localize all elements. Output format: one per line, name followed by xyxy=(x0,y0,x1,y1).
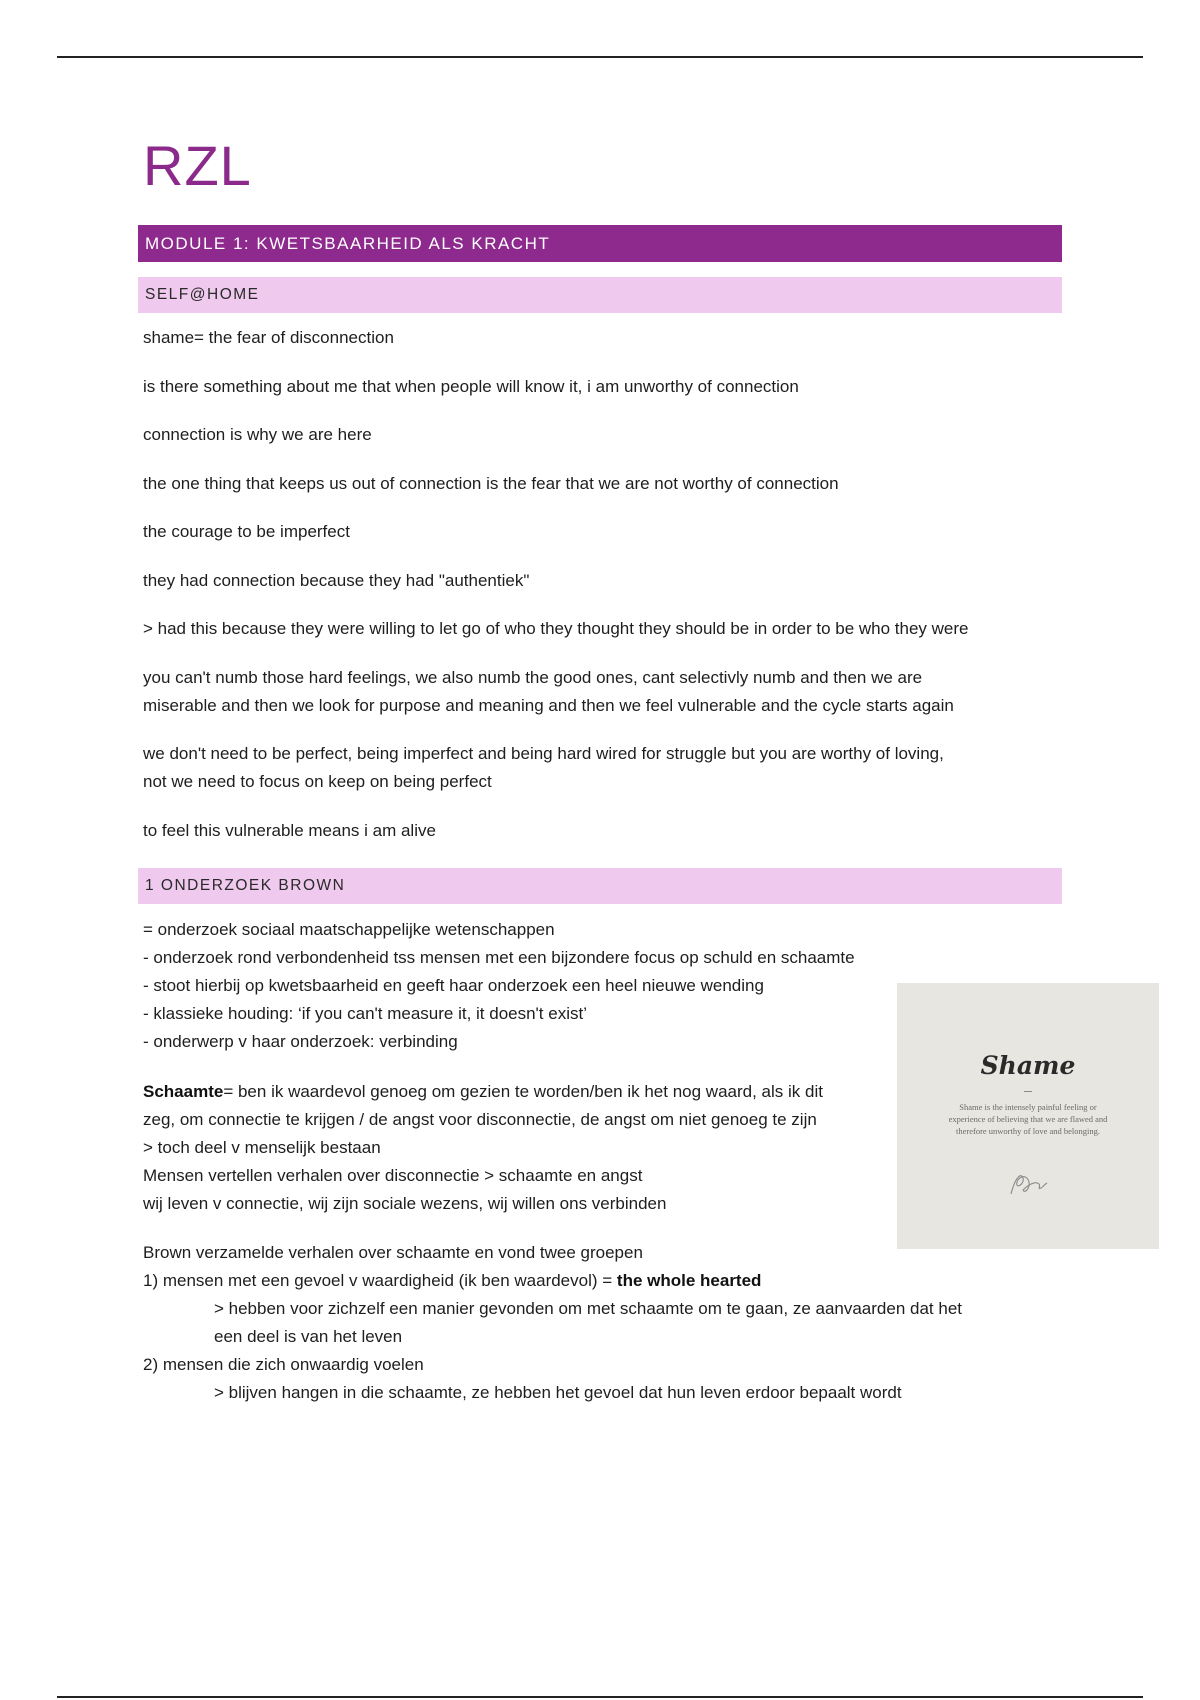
onderzoek-line: = onderzoek sociaal maatschappelijke wetenschappen xyxy=(143,920,555,939)
shame-card-text: Shame is the intensely painful feeling or experience of believing that we are flawed and therefore unworthy of love and belonging. xyxy=(948,1102,1108,1136)
self-home-line: the one thing that keeps us out of connection is the fear that we are not worthy of connection xyxy=(143,474,839,493)
schaamte-line: Mensen vertellen verhalen over disconnectie > schaamte en angst xyxy=(143,1166,643,1185)
group-2-sub-line: > blijven hangen in die schaamte, ze hebben het gevoel dat hun leven erdoor bepaalt wordt xyxy=(214,1383,902,1402)
header-rule xyxy=(57,56,1143,58)
self-home-line: not we need to focus on keep on being perfect xyxy=(143,772,492,791)
group-1-item xyxy=(143,1267,761,1295)
self-home-line: shame= the fear of disconnection xyxy=(143,328,394,347)
self-home-line: to feel this vulnerable means i am alive xyxy=(143,821,436,840)
self-home-line: is there something about me that when people will know it, i am unworthy of connection xyxy=(143,377,799,396)
group-1-bold: the whole hearted xyxy=(616,1271,762,1290)
section-heading-self-home: SELF@HOME xyxy=(138,277,1062,313)
module-heading: MODULE 1: KWETSBAARHEID ALS KRACHT xyxy=(138,225,1062,262)
self-home-line: miserable and then we look for purpose and meaning and then we feel vulnerable and the cycle starts again xyxy=(143,696,954,715)
onderzoek-line: - klassieke houding: ‘if you can't measure it, it doesn't exist’ xyxy=(143,1004,587,1023)
footer-rule xyxy=(57,1696,1143,1698)
onderzoek-line: - stoot hierbij op kwetsbaarheid en geeft haar onderzoek een heel nieuwe wending xyxy=(143,976,764,995)
onderzoek-line: - onderzoek rond verbondenheid tss mensen met een bijzondere focus op schuld en schaamte xyxy=(143,948,855,967)
shame-quote-image xyxy=(897,983,1159,1249)
self-home-line: connection is why we are here xyxy=(143,425,372,444)
schaamte-definition-text: = ben ik waardevol genoeg om gezien te worden/ben ik het nog waard, als ik dit xyxy=(223,1082,823,1101)
document-title: RZL xyxy=(143,134,252,197)
schaamte-line: wij leven v connectie, wij zijn sociale wezens, wij willen ons verbinden xyxy=(143,1194,667,1213)
brown-intro: Brown verzamelde verhalen over schaamte en vond twee groepen xyxy=(143,1243,643,1262)
onderzoek-line: - onderwerp v haar onderzoek: verbinding xyxy=(143,1032,458,1051)
schaamte-line: zeg, om connectie te krijgen / de angst voor disconnectie, de angst om niet genoeg te zijn xyxy=(143,1110,817,1129)
group-2-item: 2) mensen die zich onwaardig voelen xyxy=(143,1355,424,1374)
shame-card-title: Shame xyxy=(980,1051,1076,1080)
signature-icon xyxy=(1005,1168,1051,1202)
self-home-line: the courage to be imperfect xyxy=(143,522,350,541)
self-home-line: we don't need to be perfect, being imperfect and being hard wired for struggle but you are worthy of loving, xyxy=(143,744,944,763)
schaamte-term: Schaamte xyxy=(143,1082,224,1101)
self-home-line: you can't numb those hard feelings, we also numb the good ones, cant selectivly numb and then we are xyxy=(143,668,923,687)
group-1-sub-line: een deel is van het leven xyxy=(214,1327,403,1346)
group-1-label: 1) mensen met een gevoel v waardigheid (ik ben waardevol) = xyxy=(143,1271,617,1290)
group-1-sub-line: > hebben voor zichzelf een manier gevonden om met schaamte om te gaan, ze aanvaarden dat het xyxy=(214,1299,962,1318)
section-heading-onderzoek-brown: 1 ONDERZOEK BROWN xyxy=(138,868,1062,904)
self-home-line: > had this because they were willing to let go of who they thought they should be in order to be who they were xyxy=(143,619,969,638)
schaamte-line: > toch deel v menselijk bestaan xyxy=(143,1138,381,1157)
shame-card-divider xyxy=(1024,1091,1032,1092)
self-home-line: they had connection because they had "authentiek" xyxy=(143,571,530,590)
schaamte-definition xyxy=(143,1078,823,1106)
